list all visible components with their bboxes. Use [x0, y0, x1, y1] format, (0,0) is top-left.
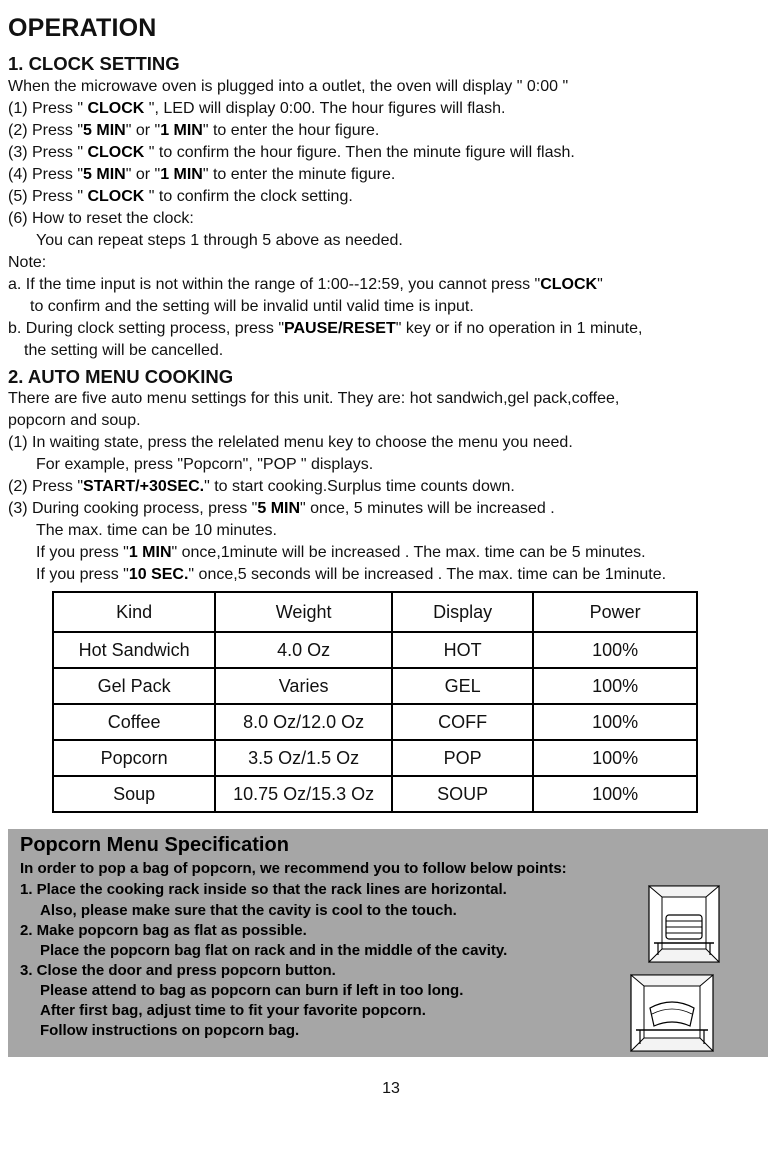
popcorn-bag-illustration: [630, 974, 714, 1052]
auto-step-3-max: The max. time can be 10 minutes.: [36, 522, 277, 539]
table-row: [53, 704, 697, 740]
table-header-row: [53, 592, 697, 632]
popcorn-spec-line: Follow instructions on popcorn bag.: [40, 1022, 300, 1039]
table-cell: HOT: [392, 632, 533, 668]
cooking-rack-illustration: [648, 885, 720, 963]
clock-step-5: (5) Press " CLOCK " to confirm the clock setting.: [8, 188, 353, 205]
table-cell: Coffee: [53, 704, 215, 740]
table-cell: 100%: [533, 668, 697, 704]
table-cell: COFF: [392, 704, 533, 740]
auto-step-2: (2) Press "START/+30SEC." to start cooking.Surplus time counts down.: [8, 478, 515, 495]
table-cell: Hot Sandwich: [53, 632, 215, 668]
clock-step-3: (3) Press " CLOCK " to confirm the hour figure. Then the minute figure will flash.: [8, 144, 575, 161]
table-row: [53, 740, 697, 776]
clock-reset-heading: (6) How to reset the clock:: [8, 210, 194, 227]
clock-step-4: (4) Press "5 MIN" or "1 MIN" to enter the minute figure.: [8, 166, 396, 183]
auto-step-1-example: For example, press "Popcorn", "POP " displays.: [36, 456, 374, 473]
popcorn-spec-line: 1. Place the cooking rack inside so that the rack lines are horizontal.: [20, 881, 507, 898]
clock-step-1: (1) Press " CLOCK ", LED will display 0:00. The hour figures will flash.: [8, 100, 506, 117]
table-header-cell: Power: [533, 592, 697, 632]
popcorn-spec-line: Please attend to bag as popcorn can burn if left in too long.: [40, 982, 464, 999]
note-a: a. If the time input is not within the range of 1:00--12:59, you cannot press "CLOCK": [8, 276, 603, 293]
auto-step-3-1min: If you press "1 MIN" once,1minute will be increased . The max. time can be 5 minutes.: [36, 544, 646, 561]
table-row: [53, 776, 697, 812]
auto-step-3: (3) During cooking process, press "5 MIN" once, 5 minutes will be increased .: [8, 500, 555, 517]
popcorn-spec-line: In order to pop a bag of popcorn, we recommend you to follow below points:: [20, 860, 567, 877]
auto-menu-heading: 2. AUTO MENU COOKING: [8, 366, 234, 387]
table-cell: Soup: [53, 776, 215, 812]
note-a-continued: to confirm and the setting will be invalid until valid time is input.: [30, 298, 474, 315]
popcorn-spec-line: After first bag, adjust time to fit your favorite popcorn.: [40, 1002, 426, 1019]
popcorn-spec-line: 2. Make popcorn bag as flat as possible.: [20, 922, 307, 939]
table-cell: Varies: [215, 668, 392, 704]
auto-menu-table: [52, 591, 698, 813]
page-title: OPERATION: [8, 14, 157, 42]
popcorn-spec-line: Also, please make sure that the cavity is cool to the touch.: [40, 902, 457, 919]
popcorn-spec-line: Place the popcorn bag flat on rack and in the middle of the cavity.: [40, 942, 508, 959]
auto-step-3-10sec: If you press "10 SEC." once,5 seconds will be increased . The max. time can be 1minute.: [36, 566, 667, 583]
popcorn-spec-title: Popcorn Menu Specification: [20, 834, 289, 856]
table-cell: 100%: [533, 776, 697, 812]
table-cell: 100%: [533, 704, 697, 740]
table-cell: Popcorn: [53, 740, 215, 776]
table-cell: GEL: [392, 668, 533, 704]
popcorn-spec-line: 3. Close the door and press popcorn button.: [20, 962, 336, 979]
clock-intro: When the microwave oven is plugged into a outlet, the oven will display " 0:00 ": [8, 78, 569, 95]
clock-step-2: (2) Press "5 MIN" or "1 MIN" to enter the hour figure.: [8, 122, 380, 139]
table-cell: 8.0 Oz/12.0 Oz: [215, 704, 392, 740]
clock-reset-text: You can repeat steps 1 through 5 above as needed.: [36, 232, 403, 249]
table-header-cell: Kind: [53, 592, 215, 632]
auto-step-1: (1) In waiting state, press the relelated menu key to choose the menu you need.: [8, 434, 573, 451]
table-cell: 100%: [533, 740, 697, 776]
note-label: Note:: [8, 254, 47, 271]
note-b-continued: the setting will be cancelled.: [24, 342, 224, 359]
table-row: [53, 632, 697, 668]
table-cell: POP: [392, 740, 533, 776]
table-cell: 100%: [533, 632, 697, 668]
table-cell: SOUP: [392, 776, 533, 812]
table-cell: Gel Pack: [53, 668, 215, 704]
table-header-cell: Weight: [215, 592, 392, 632]
table-header-cell: Display: [392, 592, 533, 632]
auto-intro-2: popcorn and soup.: [8, 412, 141, 429]
table-cell: 3.5 Oz/1.5 Oz: [215, 740, 392, 776]
table-cell: 4.0 Oz: [215, 632, 392, 668]
auto-intro-1: There are five auto menu settings for this unit. They are: hot sandwich,gel pack,coffee,: [8, 390, 620, 407]
note-b: b. During clock setting process, press "PAUSE/RESET" key or if no operation in 1 minute,: [8, 320, 643, 337]
page-number: 13: [382, 1080, 400, 1097]
table-cell: 10.75 Oz/15.3 Oz: [215, 776, 392, 812]
clock-setting-heading: 1. CLOCK SETTING: [8, 53, 180, 74]
popcorn-spec-box: [8, 829, 768, 1057]
table-row: [53, 668, 697, 704]
